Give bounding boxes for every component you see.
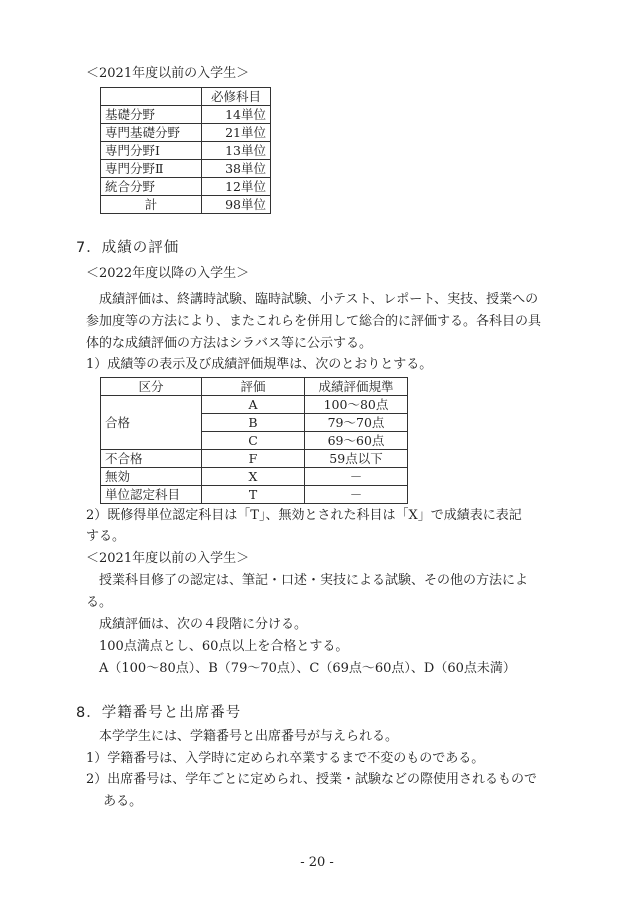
paragraph-line: 体的な成績評価の方法はシラバス等に公示する。 [86, 336, 373, 351]
grade-cell: T [202, 486, 305, 504]
subheading-pre2021: ＜2021年度以前の入学生＞ [86, 551, 250, 566]
criteria-cell: 79～70点 [305, 414, 408, 432]
required-credits-table [100, 87, 271, 214]
row-value: 12単位 [202, 178, 271, 196]
header-cell: 区分 [101, 378, 202, 396]
row-value: 14単位 [202, 106, 271, 124]
paragraph-line: 参加度等の方法により、またこれらを併用して総合的に評価する。各科目の具 [86, 314, 542, 329]
table-row [101, 178, 271, 196]
criteria-cell: － [305, 468, 408, 486]
grade-cell: C [202, 432, 305, 450]
table-row [101, 160, 271, 178]
subheading-pre2021: ＜2021年度以前の入学生＞ [86, 66, 250, 81]
grade-cell: F [202, 450, 305, 468]
list-item: 1）学籍番号は、入学時に定められ卒業するまで不変のものである。 [86, 751, 485, 766]
table-row [101, 142, 271, 160]
criteria-cell: － [305, 486, 408, 504]
section-8-title: 8．学籍番号と出席番号 [76, 705, 242, 721]
row-label: 専門基礎分野 [101, 124, 202, 142]
criteria-cell: 100～80点 [305, 396, 408, 414]
list-item-continuation: ある。 [86, 794, 143, 809]
row-value: 21単位 [202, 124, 271, 142]
grade-cell: X [202, 468, 305, 486]
list-item-continuation: する。 [86, 529, 126, 544]
table-row [101, 124, 271, 142]
paragraph-line: 成績評価は、次の４段階に分ける。 [86, 617, 308, 632]
table-row [101, 106, 271, 124]
row-label: 基礎分野 [101, 106, 202, 124]
paragraph-line: A（100～80点）、B（79～70点）、C（69点～60点）、D（60点未満） [86, 661, 516, 676]
row-label: 統合分野 [101, 178, 202, 196]
criteria-cell: 59点以下 [305, 450, 408, 468]
list-item: 2）既修得単位認定科目は「T」、無効とされた科目は「X」で成績表に表記 [86, 508, 522, 523]
table-header-row [101, 378, 408, 396]
paragraph-line: 100点満点とし、60点以上を合格とする。 [86, 639, 349, 654]
grading-table [100, 377, 408, 504]
paragraph-line: 授業科目修了の認定は、筆記・口述・実技による試験、その他の方法によ [86, 573, 529, 588]
table-row [101, 450, 408, 468]
row-label: 専門分野Ⅰ [101, 142, 202, 160]
grade-cell: B [202, 414, 305, 432]
table-row [101, 486, 408, 504]
section-7-title: 7．成績の評価 [76, 240, 180, 256]
pass-label: 合格 [101, 396, 202, 450]
table-header-row [101, 88, 271, 106]
table-total-row [101, 196, 271, 214]
table-row [101, 468, 408, 486]
header-cell: 成績評価規準 [305, 378, 408, 396]
header-cell: 評価 [202, 378, 305, 396]
row-value: 13単位 [202, 142, 271, 160]
list-item: 1）成績等の表示及び成績評価規準は、次のとおりとする。 [86, 357, 433, 372]
grade-cell: A [202, 396, 305, 414]
page-number: - 20 - [300, 855, 334, 870]
row-label: 計 [101, 196, 202, 214]
paragraph-line: 本学学生には、学籍番号と出席番号が与えられる。 [86, 729, 399, 744]
category-cell: 不合格 [101, 450, 202, 468]
row-value: 98単位 [202, 196, 271, 214]
list-item: 2）出席番号は、学年ごとに定められ、授業・試験などの際使用されるもので [86, 772, 538, 787]
row-label: 専門分野Ⅱ [101, 160, 202, 178]
category-cell: 無効 [101, 468, 202, 486]
header-cell: 必修科目 [202, 88, 271, 106]
paragraph-line: る。 [86, 595, 113, 610]
criteria-cell: 69～60点 [305, 432, 408, 450]
subheading-post2022: ＜2022年度以降の入学生＞ [86, 266, 250, 281]
table-row [101, 396, 408, 414]
paragraph-line: 成績評価は、終講時試験、臨時試験、小テスト、レポート、実技、授業への [86, 292, 539, 307]
row-value: 38単位 [202, 160, 271, 178]
category-cell: 単位認定科目 [101, 486, 202, 504]
